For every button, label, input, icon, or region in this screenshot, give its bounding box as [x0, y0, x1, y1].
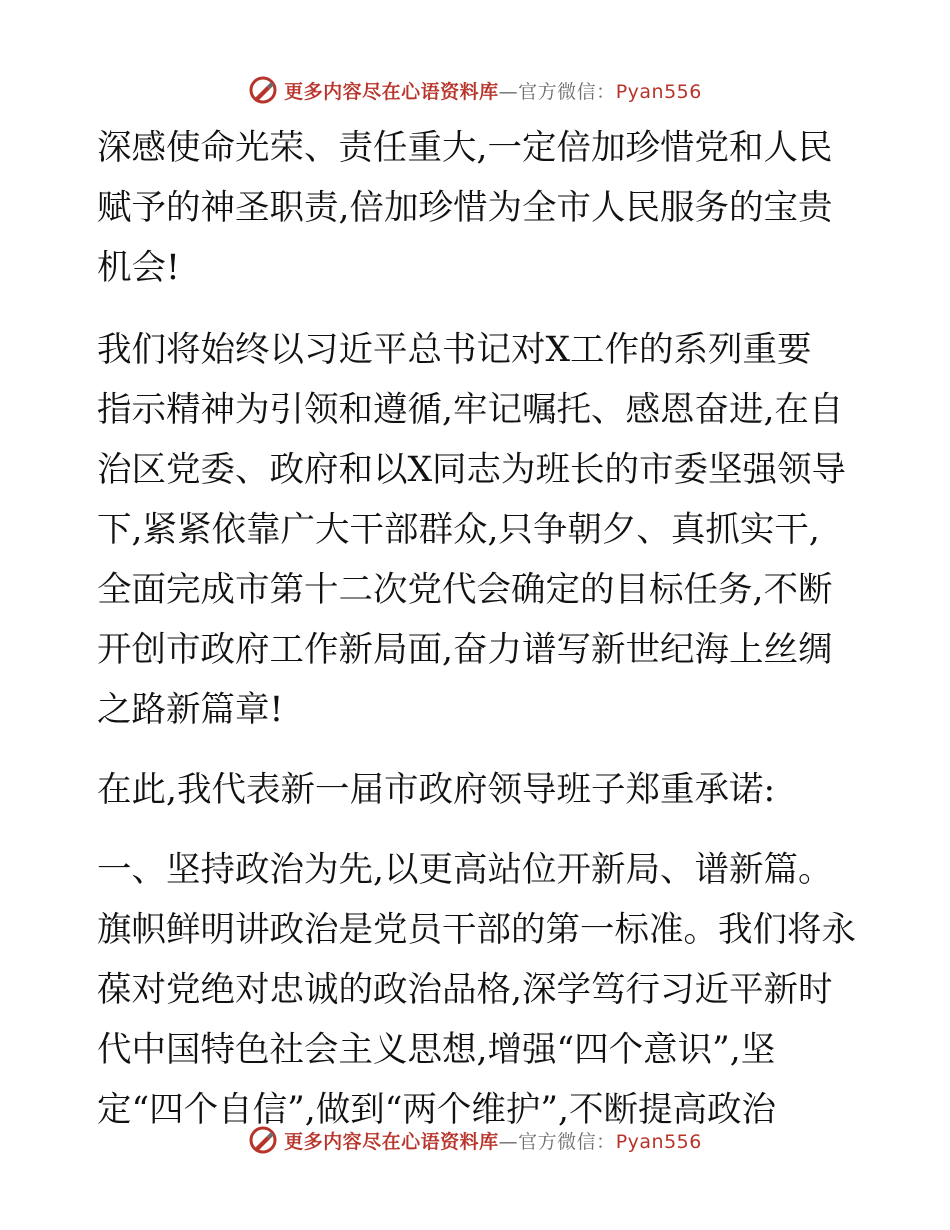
text-line: 一、坚持政治为先,以更高站位开新局、谱新篇。 — [97, 850, 833, 890]
text-line: 全面完成市第十二次党代会确定的目标任务,不断 — [97, 570, 833, 610]
pen-logo-icon — [248, 1125, 278, 1155]
text-line: 赋予的神圣职责,倍加珍惜为全市人民服务的宝贵 — [97, 188, 833, 228]
banner-title: 更多内容尽在心语资料库 — [284, 80, 499, 103]
document-body — [97, 118, 867, 1140]
text-line: 指示精神为引领和遵循,牢记嘱托、感恩奋进,在自 — [97, 390, 844, 430]
paragraph-3 — [97, 760, 867, 820]
paragraph-2 — [97, 320, 867, 740]
pen-logo-icon — [248, 75, 278, 105]
banner-wechat-id: Pyan556 — [615, 80, 702, 103]
header-banner — [0, 72, 950, 108]
paragraph-1 — [97, 118, 867, 298]
text-line: 深感使命光荣、责任重大,一定倍加珍惜党和人民 — [97, 128, 833, 168]
text-line: 开创市政府工作新局面,奋力谱写新世纪海上丝绸 — [97, 630, 833, 670]
text-line: 定“四个自信”,做到“两个维护”,不断提高政治 — [97, 1090, 776, 1130]
banner-wechat-label: —官方微信： — [498, 80, 616, 103]
text-line: 机会! — [97, 248, 180, 288]
text-line: 代中国特色社会主义思想,增强“四个意识”,坚 — [97, 1030, 776, 1070]
text-line: 治区党委、政府和以X同志为班长的市委坚强领导 — [97, 450, 847, 490]
banner-text — [284, 1127, 702, 1154]
banner-wechat-id: Pyan556 — [615, 1130, 702, 1153]
banner-title: 更多内容尽在心语资料库 — [284, 1130, 499, 1153]
text-line: 葆对党绝对忠诚的政治品格,深学笃行习近平新时 — [97, 970, 833, 1010]
text-line: 之路新篇章! — [97, 690, 284, 730]
text-line: 下,紧紧依靠广大干部群众,只争朝夕、真抓实干, — [97, 510, 820, 550]
text-line: 我们将始终以习近平总书记对X工作的系列重要 — [97, 330, 812, 370]
text-line: 旗帜鲜明讲政治是党员干部的第一标准。我们将永 — [97, 910, 856, 950]
text-line: 在此,我代表新一届市政府领导班子郑重承诺: — [97, 770, 776, 810]
paragraph-4 — [97, 840, 867, 1140]
banner-wechat-label: —官方微信： — [498, 1130, 616, 1153]
footer-banner — [0, 1122, 950, 1158]
banner-text — [284, 77, 702, 104]
